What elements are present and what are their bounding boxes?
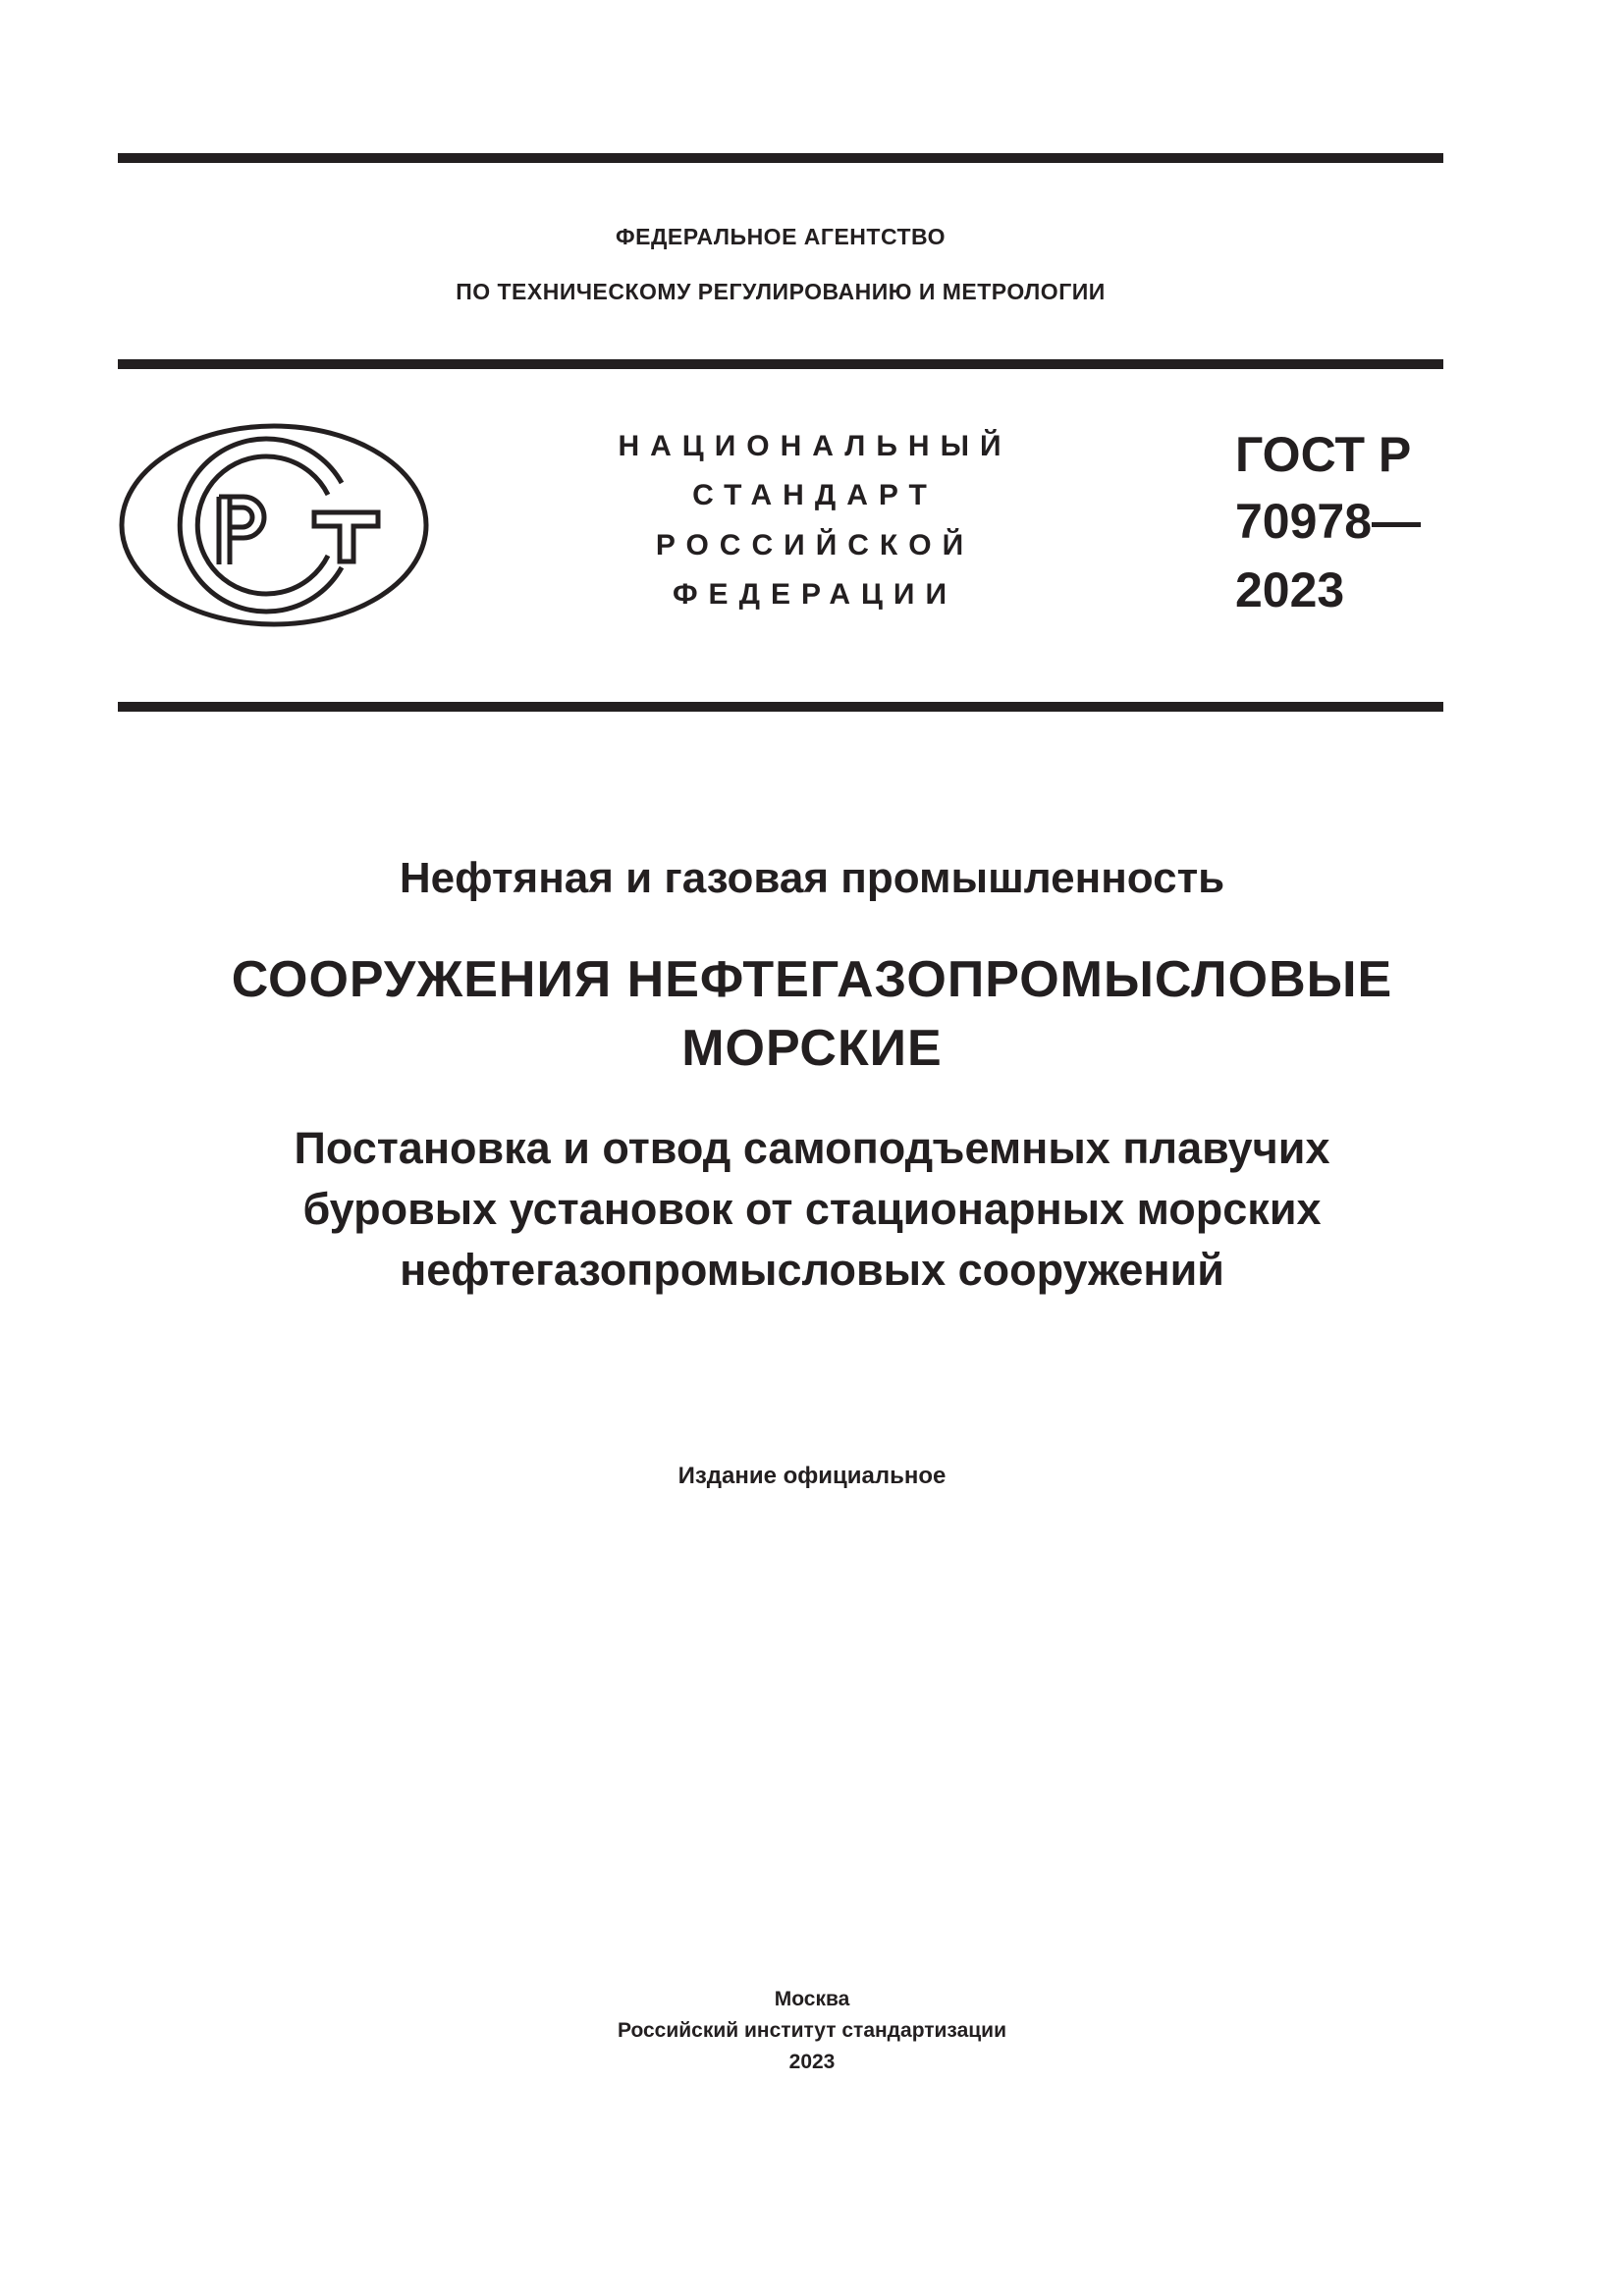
imprint-publisher: Российский институт стандартизации: [617, 2019, 1007, 2042]
edition-label: Издание официальное: [677, 1463, 947, 1489]
subtitle-line-3: нефтегазопромысловых сооружений: [400, 1245, 1224, 1295]
rst-conformity-mark-icon: [118, 422, 430, 628]
agency-name-line-1: ФЕДЕРАЛЬНОЕ АГЕНТСТВО: [616, 224, 946, 249]
header-rule: [118, 359, 1443, 369]
top-rule: [118, 153, 1443, 163]
imprint-city: Москва: [774, 1988, 850, 2010]
imprint-year: 2023: [788, 2051, 836, 2073]
national-standard-line-4: ФЕДЕРАЦИИ: [672, 578, 958, 611]
industry-title: Нефтяная и газовая промышленность: [399, 854, 1225, 902]
national-standard-line-3: РОССИЙСКОЙ: [655, 529, 975, 561]
agency-name-line-2: ПО ТЕХНИЧЕСКОМУ РЕГУЛИРОВАНИЮ И МЕТРОЛОГИИ: [456, 279, 1106, 304]
subtitle-line-2: буровых установок от стационарных морских: [302, 1184, 1322, 1234]
national-standard-line-1: НАЦИОНАЛЬНЫЙ: [618, 430, 1012, 462]
header-bottom-rule: [118, 702, 1443, 712]
standard-designation-line-2: 70978—: [1235, 494, 1422, 549]
main-title-line-1: СООРУЖЕНИЯ НЕФТЕГАЗОПРОМЫСЛОВЫЕ: [231, 951, 1393, 1008]
national-standard-line-2: СТАНДАРТ: [692, 479, 938, 511]
subtitle-line-1: Постановка и отвод самоподъемных плавучих: [294, 1123, 1330, 1173]
standard-designation-line-3: 2023: [1235, 562, 1345, 617]
main-title-line-2: МОРСКИЕ: [681, 1020, 943, 1077]
standard-designation-line-1: ГОСТ Р: [1235, 427, 1412, 482]
